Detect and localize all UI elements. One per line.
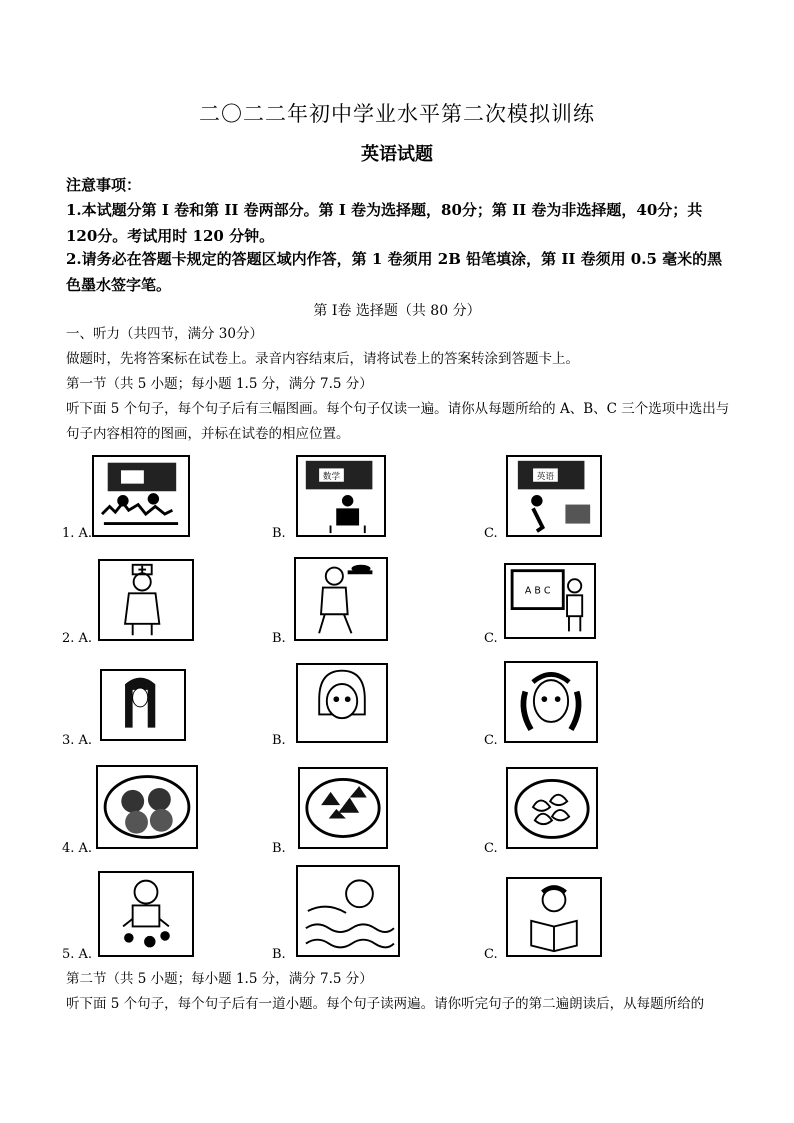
q5-picture-c[interactable] bbox=[506, 877, 602, 957]
exam-subject: 英语试题 bbox=[361, 144, 433, 165]
q2-picture-c[interactable] bbox=[504, 563, 596, 639]
q2-picture-a[interactable] bbox=[98, 559, 194, 641]
q5-picture-b[interactable] bbox=[296, 865, 400, 957]
section2-heading: 第二节（共 5 小题；每小题 1.5 分，满分 7.5 分） bbox=[66, 971, 373, 987]
q5-label-b: B. bbox=[272, 947, 286, 962]
q1b-board-text: 数学 bbox=[322, 471, 341, 482]
q4-picture-a[interactable] bbox=[96, 765, 198, 849]
q4-picture-c[interactable] bbox=[506, 767, 598, 849]
section1-heading: 第一节（共 5 小题；每小题 1.5 分，满分 7.5 分） bbox=[66, 376, 373, 392]
section1-instruction: 听下面 5 个句子，每个句子后有三幅图画。每个句子仅读一遍。请你从每题所给的 A、B、C 三个选项中选出与句子内容相符的图画，并标在试卷的相应位置。 bbox=[66, 401, 730, 442]
q3-picture-a[interactable] bbox=[100, 669, 186, 741]
q5-label-c: C. bbox=[484, 947, 498, 962]
exam-title: 二〇二二年初中学业水平第二次模拟训练 bbox=[199, 102, 595, 126]
note-item-1: 1.本试题分第 I 卷和第 II 卷两部分。第 I 卷为选择题，80分；第 II 卷为非选择题，40分；共 120分。考试用时 120 分钟。 bbox=[66, 201, 703, 245]
q2c-board-text: A B C bbox=[524, 585, 551, 597]
q1-label-a: 1. A. bbox=[62, 526, 93, 541]
q3-label-b: B. bbox=[272, 733, 286, 748]
q1-picture-a[interactable] bbox=[92, 455, 190, 537]
q1-label-c: C. bbox=[484, 526, 498, 541]
q2-label-a: 2. A. bbox=[62, 631, 93, 646]
q4-label-a: 4. A. bbox=[62, 841, 93, 856]
q3-label-c: C. bbox=[484, 733, 498, 748]
q4-label-b: B. bbox=[272, 841, 286, 856]
q1-label-b: B. bbox=[272, 526, 286, 541]
q3-label-a: 3. A. bbox=[62, 733, 93, 748]
q3-picture-c[interactable] bbox=[504, 661, 598, 743]
note-item-2: 2.请务必在答题卡规定的答题区域内作答，第 1 卷须用 2B 铅笔填涂，第 II 卷须用 0.5 毫米的黑色墨水签字笔。 bbox=[66, 250, 723, 294]
q1-picture-b[interactable] bbox=[296, 455, 386, 537]
listening-heading: 一、听力（共四节，满分 30分） bbox=[66, 326, 263, 342]
section2-instruction: 听下面 5 个句子，每个句子后有一道小题。每个句子读两遍。请你听完句子的第二遍朗读后，从每题所给的 bbox=[66, 996, 705, 1012]
q4-picture-b[interactable] bbox=[298, 767, 388, 849]
notes-heading: 注意事项： bbox=[66, 176, 142, 194]
q2-label-b: B. bbox=[272, 631, 286, 646]
q2-picture-b[interactable] bbox=[294, 557, 388, 641]
q5-picture-a[interactable] bbox=[98, 871, 194, 957]
part1-title: 第 I卷 选择题（共 80 分） bbox=[313, 303, 481, 319]
q3-picture-b[interactable] bbox=[296, 663, 388, 743]
listening-instruction: 做题时，先将答案标在试卷上。录音内容结束后，请将试卷上的答案转涂到答题卡上。 bbox=[66, 351, 579, 367]
q5-label-a: 5. A. bbox=[62, 947, 93, 962]
q1-picture-c[interactable] bbox=[506, 455, 602, 537]
q2-label-c: C. bbox=[484, 631, 498, 646]
q1c-board-text: 英语 bbox=[536, 471, 554, 482]
q4-label-c: C. bbox=[484, 841, 498, 856]
